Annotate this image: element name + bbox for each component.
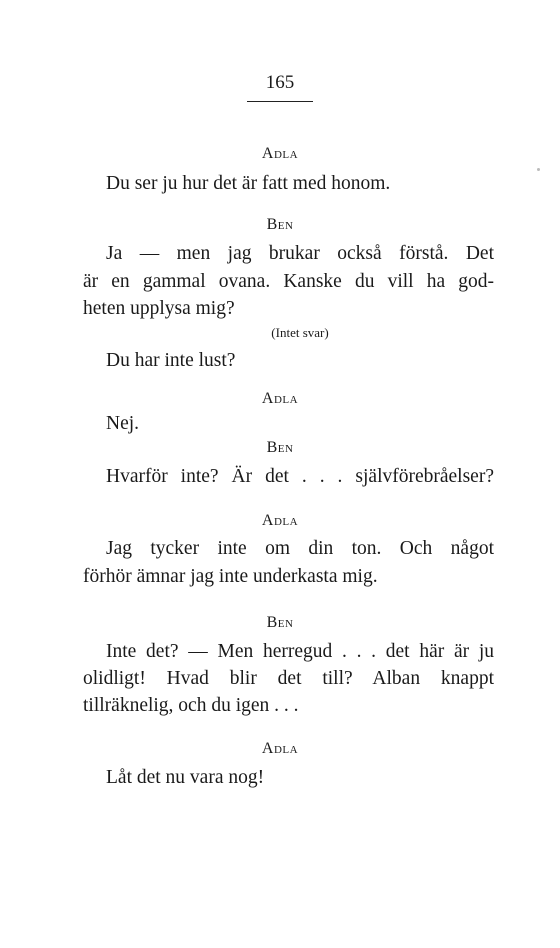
dialogue-line: olidligt! Hvad blir det till? Alban knappt (83, 668, 494, 689)
dialogue-line: Du har inte lust? (106, 350, 236, 371)
speaker-name: Ben (266, 614, 294, 631)
dialogue-line: förhör ämnar jag inte underkasta mig. (83, 566, 378, 587)
speaker-name: Adla (261, 740, 299, 757)
speaker-name: Ben (266, 439, 294, 456)
speaker-name: Adla (261, 145, 299, 162)
dialogue-line: Nej. (106, 413, 140, 434)
speaker-name: Adla (261, 512, 299, 529)
page-number: 165 (265, 72, 295, 93)
dialogue-line: heten upplysa mig? (83, 298, 235, 319)
speaker-name: Adla (261, 390, 299, 407)
stage-direction: (Intet svar) (271, 325, 329, 340)
paper-speck (537, 168, 540, 171)
speaker-name: Ben (266, 216, 294, 233)
dialogue-line: är en gammal ovana. Kanske du vill ha god- (83, 271, 494, 292)
dialogue-line: tillräknelig, och du igen . . . (83, 695, 299, 716)
dialogue-line: Jag tycker inte om din ton. Och något (106, 538, 494, 559)
header-rule (247, 101, 313, 102)
dialogue-line: Du ser ju hur det är fatt med honom. (106, 173, 391, 194)
dialogue-line: Inte det? — Men herregud . . . det här är ju (106, 641, 494, 662)
dialogue-line: Ja — men jag brukar också förstå. Det (106, 243, 494, 264)
dialogue-line: Hvarför inte? Är det . . . självförebråelser? (106, 466, 494, 487)
dialogue-line: Låt det nu vara nog! (106, 767, 265, 788)
